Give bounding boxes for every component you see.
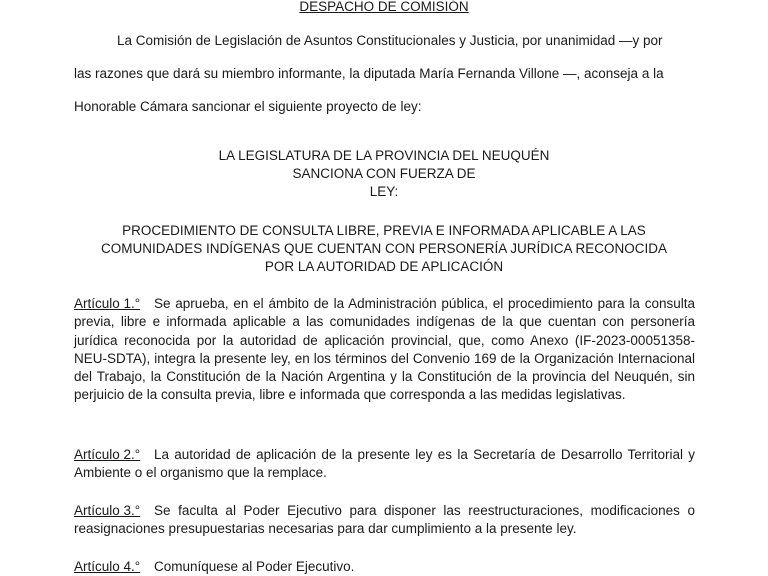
article-1 (74, 295, 695, 405)
law-title-1: PROCEDIMIENTO DE CONSULTA LIBRE, PREVIA E INFORMADA APLICABLE A LAS (122, 223, 646, 238)
law-title-2: COMUNIDADES INDÍGENAS QUE CUENTAN CON PERSONERÍA JURÍDICA RECONOCIDA (100, 241, 668, 256)
article-3-text: Se faculta al Poder Ejecutivo para disponer las reestructuraciones, modificaciones o reasignaciones presupuestarias necesarias para dar cumplimiento a la presente ley. (74, 503, 695, 537)
intro-line-1: La Comisión de Legislación de Asuntos Constitucionales y Justicia, por unanimidad —y por (117, 33, 663, 48)
legislature-heading-2: SANCIONA CON FUERZA DE (292, 166, 476, 181)
intro-line-3: Honorable Cámara sancionar el siguiente proyecto de ley: (74, 99, 422, 114)
article-3 (74, 502, 695, 539)
article-4-label: Artículo 4.° (74, 559, 141, 574)
legislature-heading-1: LA LEGISLATURA DE LA PROVINCIA DEL NEUQUÉN (218, 148, 550, 163)
law-title-3: POR LA AUTORIDAD DE APLICACIÓN (264, 259, 504, 274)
intro-line-2: las razones que dará su miembro informante, la diputada María Fernanda Villone —, aconseja a la (74, 66, 664, 81)
article-4 (74, 558, 695, 576)
article-2-text: La autoridad de aplicación de la presente ley es la Secretaría de Desarrollo Territorial y Ambiente o el organismo que la remplace. (74, 447, 695, 481)
article-4-text: Comuníquese al Poder Ejecutivo. (154, 559, 355, 574)
legislature-heading-3: LEY: (369, 184, 399, 199)
document-title: DESPACHO DE COMISIÓN (299, 0, 469, 14)
article-3-label: Artículo 3.° (74, 503, 141, 518)
article-1-text: Se aprueba, en el ámbito de la Administración pública, el procedimiento para la consulta previa, libre e informada aplicable a las comunidades indígenas de la que cuentan con personería jurídica reconocida por la autoridad de aplicación provincial, que, como Anexo (IF-2023-00051358-NEU-SDTA), integra la presente ley, en los términos del Convenio 169 de la Organización Internacional del Trabajo, la Constitución de la Nación Argentina y la Constitución de la provincia del Neuquén, sin perjuicio de la consulta previa, libre e informada que corresponda a las medidas legislativas. (74, 296, 695, 403)
article-2-label: Artículo 2.° (74, 447, 141, 462)
article-2 (74, 446, 695, 483)
article-1-label: Artículo 1.° (74, 296, 141, 311)
